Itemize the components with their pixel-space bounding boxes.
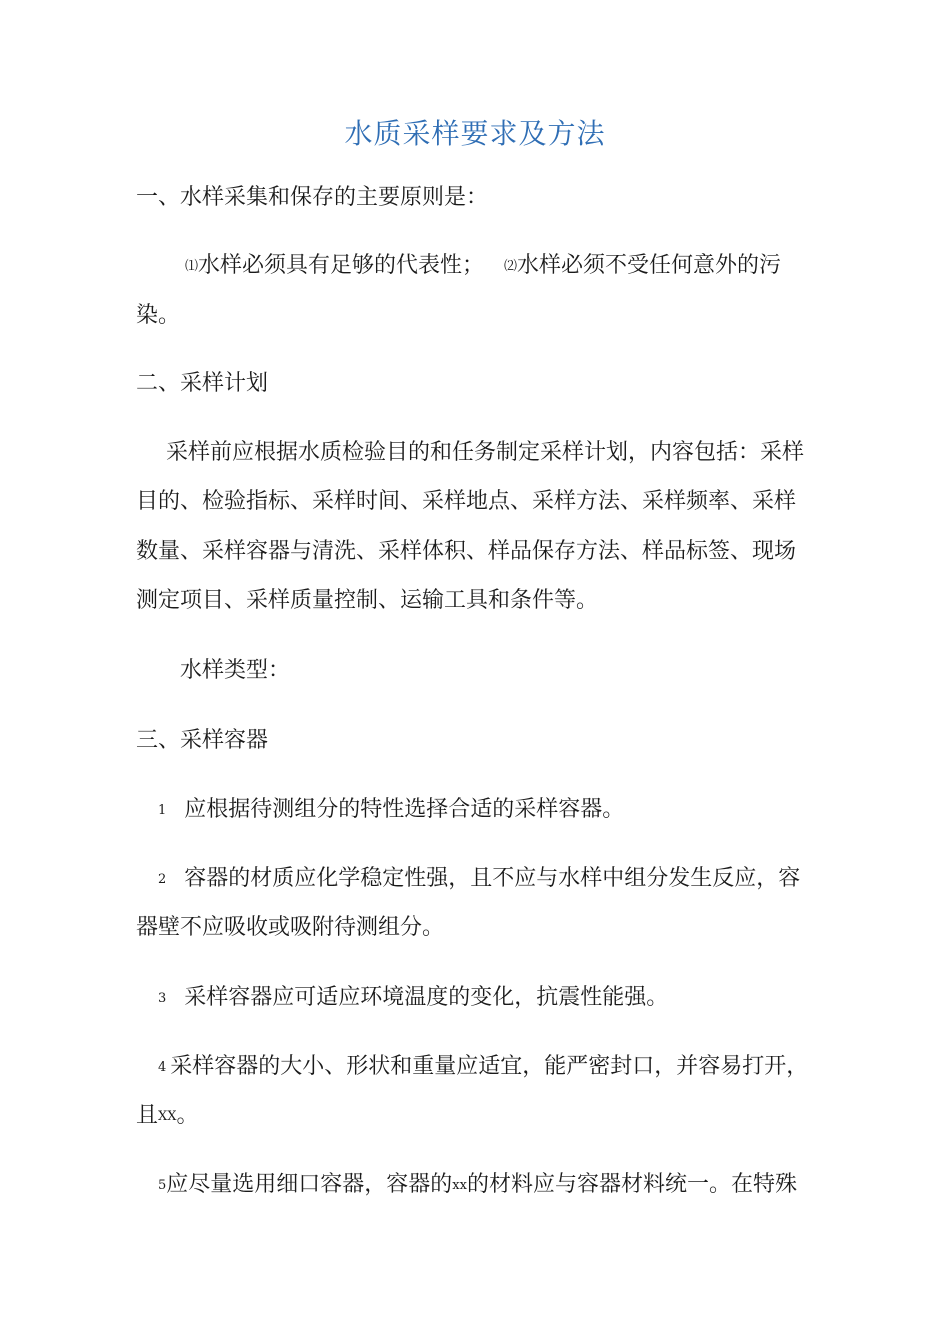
plan-para-line-4: 测定项目、采样质量控制、运输工具和条件等。	[136, 588, 599, 613]
container-item-3	[158, 983, 848, 1014]
item-number: 3	[158, 991, 167, 1006]
container-item-4	[158, 1052, 818, 1083]
container-item-2	[158, 864, 808, 895]
section-heading-1: 一、水样采集和保存的主要原则是：	[136, 185, 489, 210]
document-title: 水质采样要求及方法	[344, 117, 606, 150]
plan-para-line-1: 采样前应根据水质检验目的和任务制定采样计划，内容包括：采样	[166, 440, 805, 465]
item-number: 1	[158, 803, 167, 818]
principle-2-text: 水样必须不受任何意外的污	[517, 253, 782, 278]
water-types-label: 水样类型：	[180, 658, 291, 683]
container-item-1	[158, 795, 848, 826]
item-number: 2	[158, 872, 167, 887]
item-text: 采样容器应可适应环境温度的变化，抗震性能强。	[184, 985, 669, 1010]
list-marker-2: ⑵	[504, 259, 518, 274]
list-marker-1: ⑴	[185, 259, 199, 274]
item-text: 。	[176, 1103, 199, 1128]
item-text: 容器的材质应化学稳定性强，且不应与水样中组分发生反应，容	[184, 866, 801, 891]
plan-para-line-2: 目的、检验指标、采样时间、采样地点、采样方法、采样频率、采样	[136, 489, 797, 514]
item-text: 采样容器的大小、形状和重量应适宜，能严密封口，并容易打开，	[170, 1054, 809, 1079]
container-item-5	[158, 1170, 818, 1201]
item-text: 应尽量选用细口容器，容器的	[166, 1172, 453, 1197]
section-heading-3: 三、采样容器	[136, 728, 269, 753]
item-number: 4	[158, 1060, 167, 1075]
container-item-4-cont	[136, 1101, 826, 1132]
principles-line	[185, 251, 825, 282]
section-heading-2: 二、采样计划	[136, 371, 269, 396]
placeholder-xx: XX	[158, 1109, 177, 1124]
container-item-2-cont: 器壁不应吸收或吸附待测组分。	[136, 915, 445, 940]
plan-para-line-3: 数量、采样容器与清洗、采样体积、样品保存方法、样品标签、现场	[136, 539, 797, 564]
principle-1-text: 水样必须具有足够的代表性；	[198, 253, 485, 278]
item-number: 5	[158, 1178, 167, 1193]
item-text: 且	[136, 1103, 159, 1128]
principles-continuation: 染。	[136, 303, 181, 328]
placeholder-xx: xx	[452, 1178, 467, 1193]
item-text: 的材料应与容器材料统一。在特殊	[466, 1172, 797, 1197]
item-text: 应根据待测组分的特性选择合适的采样容器。	[184, 797, 625, 822]
